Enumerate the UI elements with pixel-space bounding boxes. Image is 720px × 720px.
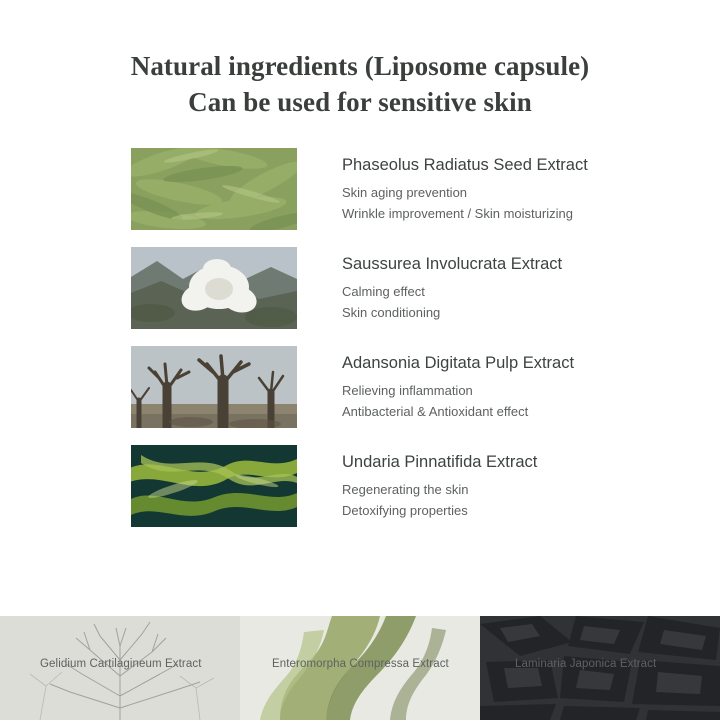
page-title-line-1: Natural ingredients (Liposome capsule) — [130, 51, 590, 81]
ingredient-text — [297, 346, 574, 422]
ingredient-benefit-2: Wrinkle improvement / Skin moisturizing — [342, 206, 573, 221]
footer-item-laminaria — [480, 616, 720, 720]
ingredient-benefit-1: Calming effect — [342, 284, 425, 299]
baobab-trees-photo — [131, 346, 297, 428]
footer-label: Enteromorpha Compressa Extract — [272, 658, 449, 670]
ingredient-text — [297, 247, 562, 323]
list-item — [131, 445, 720, 527]
ingredient-text — [297, 148, 588, 224]
ingredient-title: Saussurea Involucrata Extract — [342, 255, 563, 273]
ingredient-list — [0, 148, 720, 527]
footer-label: Gelidium Cartilagineum Extract — [40, 658, 202, 670]
ingredient-benefit-1: Regenerating the skin — [342, 482, 469, 497]
footer-label: Laminaria Japonica Extract — [515, 658, 657, 670]
list-item — [131, 247, 720, 329]
list-item — [131, 346, 720, 428]
ingredient-benefit-2: Antibacterial & Antioxidant effect — [342, 404, 529, 419]
ingredient-title: Adansonia Digitata Pulp Extract — [342, 354, 575, 372]
ingredient-benefit-2: Detoxifying properties — [342, 503, 468, 518]
ingredient-text — [297, 445, 537, 521]
seaweed-kelp-photo — [131, 445, 297, 527]
snow-lotus-flower-photo — [131, 247, 297, 329]
footer-item-gelidium — [0, 616, 240, 720]
page-title — [0, 0, 720, 120]
list-item — [131, 148, 720, 230]
page-title-line-2: Can be used for sensitive skin — [188, 87, 532, 117]
ingredient-title: Phaseolus Radiatus Seed Extract — [342, 156, 588, 174]
footer-item-enteromorpha — [240, 616, 480, 720]
ingredient-benefit-1: Skin aging prevention — [342, 185, 468, 200]
ingredient-title: Undaria Pinnatifida Extract — [342, 453, 538, 471]
mung-bean-pods-photo — [131, 148, 297, 230]
ingredient-benefit-1: Relieving inflammation — [342, 383, 473, 398]
footer-ingredient-strip — [0, 616, 720, 720]
ingredient-benefit-2: Skin conditioning — [342, 305, 441, 320]
